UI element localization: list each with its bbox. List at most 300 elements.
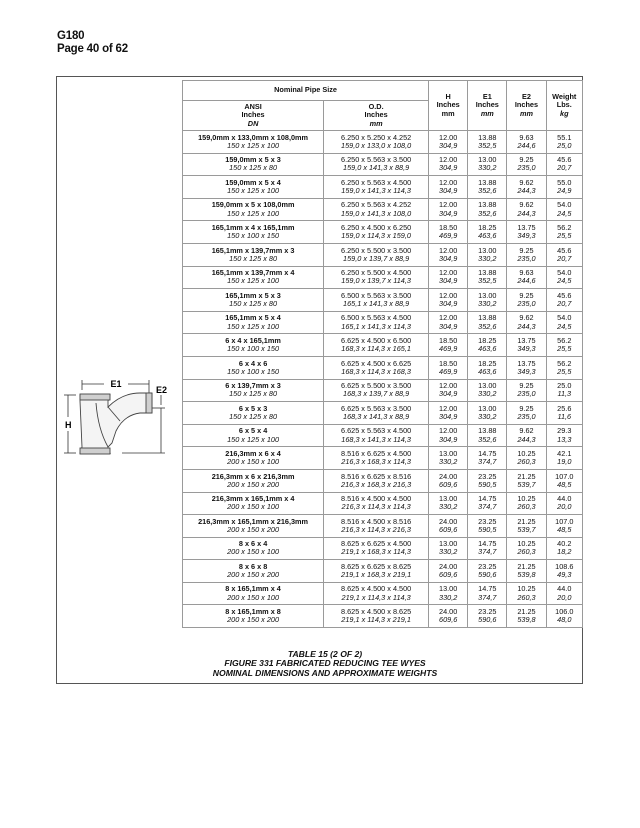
ansi-cell [183, 424, 324, 447]
e2-cell-metric: 539,8 [517, 615, 536, 625]
ansi-cell-primary: 165,1mm x 139,7mm x 3 [211, 245, 295, 255]
h-cell [429, 176, 468, 199]
table-row [183, 131, 583, 154]
e1-cell-primary: 13.00 [478, 403, 497, 413]
od-cell-metric: 168,3 x 114,3 x 165,1 [341, 344, 411, 354]
e1-cell [468, 402, 507, 425]
h-cell-metric: 469,9 [439, 231, 458, 241]
e1-cell-primary: 23.25 [478, 516, 497, 526]
e2-cell-metric: 244,3 [517, 321, 536, 331]
ansi-cell-metric: 150 x 125 x 80 [229, 253, 277, 263]
h-cell-primary: 12.00 [439, 290, 458, 300]
weight-cell-metric: 25,5 [557, 366, 572, 376]
od-cell-metric: 165,1 x 141,3 x 114,3 [341, 321, 411, 331]
e1-cell [468, 243, 507, 266]
ansi-cell-metric: 200 x 150 x 200 [227, 479, 280, 489]
e2-cell-metric: 349,3 [517, 344, 536, 354]
ansi-cell-metric: 150 x 125 x 80 [229, 411, 277, 421]
weight-cell [546, 289, 582, 312]
table-row [183, 198, 583, 221]
h-header-l1: H [445, 92, 451, 102]
weight-cell [546, 402, 582, 425]
weight-cell-metric: 20,0 [557, 592, 572, 602]
table-row [183, 266, 583, 289]
e2-cell-primary: 9.62 [519, 177, 534, 187]
e2-cell-primary: 10.25 [517, 494, 536, 504]
table-row [183, 492, 583, 515]
weight-cell-primary: 54.0 [557, 313, 572, 323]
ansi-cell [183, 198, 324, 221]
e1-column-header [468, 81, 507, 131]
ansi-cell [183, 243, 324, 266]
e2-cell-primary: 13.75 [517, 335, 536, 345]
e1-cell-primary: 14.75 [478, 494, 497, 504]
table-row [183, 582, 583, 605]
e2-cell-metric: 235,0 [517, 411, 536, 421]
ansi-cell-primary: 8 x 6 x 8 [238, 561, 268, 571]
od-cell-primary: 6.500 x 5.563 x 3.500 [341, 290, 412, 300]
weight-cell [546, 447, 582, 470]
h-cell-primary: 12.00 [439, 268, 458, 278]
od-cell-metric: 159,0 x 141,3 x 88,9 [343, 163, 410, 173]
e1-cell [468, 537, 507, 560]
ansi-cell [183, 289, 324, 312]
weight-cell-primary: 55.1 [557, 132, 572, 142]
ansi-cell [183, 537, 324, 560]
e1-cell-metric: 352,5 [478, 140, 497, 150]
e1-cell [468, 311, 507, 334]
e2-header-l2: Inches [514, 100, 539, 110]
h-cell-metric: 304,9 [439, 163, 458, 173]
h-header-l3: mm [441, 108, 455, 118]
h-cell-metric: 304,9 [439, 411, 458, 421]
ansi-cell-metric: 150 x 125 x 80 [229, 163, 277, 173]
weight-cell [546, 379, 582, 402]
h-cell [429, 289, 468, 312]
e1-cell-primary: 13.00 [478, 155, 497, 165]
ansi-cell [183, 582, 324, 605]
h-cell-primary: 13.00 [439, 584, 458, 594]
ansi-cell-metric: 200 x 150 x 100 [227, 502, 280, 512]
e2-header-l3: mm [519, 108, 533, 118]
table-row [183, 176, 583, 199]
ansi-cell-primary: 159,0mm x 133,0mm x 108,0mm [198, 132, 309, 142]
h-cell-primary: 12.00 [439, 132, 458, 142]
weight-cell-metric: 20,0 [557, 502, 572, 512]
weight-cell [546, 243, 582, 266]
e2-cell [507, 289, 546, 312]
ansi-cell [183, 131, 324, 154]
ansi-cell [183, 469, 324, 492]
ansi-cell-metric: 150 x 125 x 100 [227, 140, 280, 150]
e2-cell-primary: 10.25 [517, 448, 536, 458]
weight-cell-primary: 56.2 [557, 358, 572, 368]
ansi-cell-primary: 6 x 4 x 6 [238, 358, 268, 368]
od-cell-primary: 6.250 x 4.500 x 6.250 [341, 222, 412, 232]
e2-cell-primary: 10.25 [517, 584, 536, 594]
h-cell-metric: 330,2 [439, 592, 458, 602]
od-cell-primary: 6.625 x 4.500 x 6.625 [341, 358, 412, 368]
e1-label: E1 [110, 379, 122, 389]
od-cell-primary: 8.516 x 4.500 x 8.516 [341, 516, 412, 526]
ansi-cell [183, 379, 324, 402]
e2-cell [507, 311, 546, 334]
e2-cell [507, 356, 546, 379]
ansi-cell-metric: 150 x 125 x 100 [227, 208, 280, 218]
e2-cell-metric: 260,3 [517, 547, 536, 557]
ansi-cell-metric: 200 x 150 x 100 [227, 547, 280, 557]
weight-cell-primary: 45.6 [557, 155, 572, 165]
weight-cell-metric: 48,0 [557, 615, 572, 625]
h-cell-primary: 18.50 [439, 335, 458, 345]
weight-cell-metric: 24,5 [557, 321, 572, 331]
ansi-cell [183, 560, 324, 583]
ansi-cell-metric: 150 x 100 x 150 [227, 344, 280, 354]
h-cell [429, 515, 468, 538]
e1-cell-metric: 352,6 [478, 208, 497, 218]
e2-cell-primary: 13.75 [517, 358, 536, 368]
e2-cell-metric: 244,3 [517, 208, 536, 218]
od-cell-metric: 159,0 x 133,0 x 108,0 [341, 140, 412, 150]
e2-cell [507, 469, 546, 492]
e1-cell [468, 153, 507, 176]
od-cell-metric: 168,3 x 139,7 x 88,9 [343, 389, 410, 399]
weight-cell-metric: 25,5 [557, 231, 572, 241]
h-cell-metric: 469,9 [439, 366, 458, 376]
e2-cell-primary: 9.25 [519, 381, 534, 391]
nominal-pipe-size-header: Nominal Pipe Size [183, 81, 429, 101]
e1-cell-primary: 14.75 [478, 539, 497, 549]
e1-cell [468, 334, 507, 357]
weight-cell-primary: 29.3 [557, 426, 572, 436]
e1-cell-metric: 374,7 [478, 592, 497, 602]
e2-cell [507, 582, 546, 605]
h-cell-primary: 12.00 [439, 245, 458, 255]
h-cell-primary: 12.00 [439, 313, 458, 323]
weight-cell-primary: 40.2 [557, 539, 572, 549]
e1-cell-metric: 590,5 [478, 479, 497, 489]
ansi-cell-primary: 216,3mm x 165,1mm x 216,3mm [198, 516, 309, 526]
weight-cell-metric: 49,3 [557, 570, 572, 580]
h-cell-metric: 304,9 [439, 185, 458, 195]
h-column-header [429, 81, 468, 131]
table-row [183, 153, 583, 176]
ansi-cell-primary: 216,3mm x 165,1mm x 4 [211, 494, 295, 504]
od-cell-primary: 6.250 x 5.250 x 4.252 [341, 132, 412, 142]
ansi-header-l2: Inches [241, 110, 265, 120]
h-cell [429, 356, 468, 379]
h-cell-metric: 304,9 [439, 253, 458, 263]
weight-cell-metric: 19,0 [557, 457, 572, 467]
ansi-cell-metric: 200 x 150 x 100 [227, 592, 280, 602]
weight-header-l1: Weight [552, 92, 577, 102]
table-row [183, 379, 583, 402]
e1-cell-metric: 374,7 [478, 547, 497, 557]
weight-cell-metric: 48,5 [557, 479, 572, 489]
table-row [183, 221, 583, 244]
weight-cell [546, 605, 582, 628]
h-cell [429, 153, 468, 176]
e2-cell [507, 424, 546, 447]
e2-cell-metric: 349,3 [517, 366, 536, 376]
od-cell-primary: 8.516 x 6.625 x 4.500 [341, 448, 412, 458]
e2-cell-primary: 10.25 [517, 539, 536, 549]
weight-cell-primary: 56.2 [557, 222, 572, 232]
od-cell-metric: 216,3 x 114,3 x 114,3 [341, 502, 411, 512]
h-cell-metric: 609,6 [439, 479, 458, 489]
ansi-header-l1: ANSI [244, 102, 262, 112]
h-cell [429, 243, 468, 266]
od-cell-metric: 168,3 x 114,3 x 168,3 [341, 366, 411, 376]
e1-cell [468, 266, 507, 289]
e1-cell-primary: 13.88 [478, 268, 497, 278]
weight-cell [546, 424, 582, 447]
h-cell-primary: 12.00 [439, 200, 458, 210]
ansi-cell [183, 492, 324, 515]
weight-cell-primary: 55.0 [557, 177, 572, 187]
h-cell [429, 266, 468, 289]
h-cell-metric: 304,9 [439, 276, 458, 286]
e2-cell-metric: 539,8 [517, 570, 536, 580]
e2-cell-primary: 9.62 [519, 313, 534, 323]
od-cell [324, 379, 429, 402]
ansi-cell-metric: 200 x 150 x 200 [227, 615, 280, 625]
ansi-cell-primary: 165,1mm x 5 x 4 [225, 313, 281, 323]
weight-cell-primary: 44.0 [557, 584, 572, 594]
e1-cell-metric: 330,2 [478, 253, 497, 263]
e1-cell-primary: 13.88 [478, 200, 497, 210]
weight-cell-metric: 25,5 [557, 344, 572, 354]
ansi-cell [183, 605, 324, 628]
e1-cell-metric: 374,7 [478, 502, 497, 512]
od-cell-primary: 8.516 x 6.625 x 8.516 [341, 471, 412, 481]
h-cell [429, 379, 468, 402]
h-cell-primary: 13.00 [439, 448, 458, 458]
ansi-cell [183, 153, 324, 176]
e2-cell-metric: 235,0 [517, 389, 536, 399]
caption-description: NOMINAL DIMENSIONS AND APPROXIMATE WEIGHTS [212, 667, 438, 678]
ansi-cell-primary: 8 x 165,1mm x 8 [225, 607, 281, 617]
weight-cell [546, 469, 582, 492]
e1-cell-primary: 13.88 [478, 313, 497, 323]
e2-cell-metric: 235,0 [517, 253, 536, 263]
od-cell-primary: 6.250 x 5.563 x 4.500 [341, 177, 412, 187]
table-row [183, 424, 583, 447]
e2-column-header [507, 81, 546, 131]
od-cell-primary: 6.625 x 5.500 x 3.500 [341, 381, 412, 391]
e2-cell [507, 515, 546, 538]
ansi-cell [183, 515, 324, 538]
e2-cell-primary: 9.25 [519, 403, 534, 413]
weight-cell-metric: 20,7 [557, 253, 572, 263]
e1-cell [468, 582, 507, 605]
weight-cell [546, 356, 582, 379]
e2-cell-metric: 244,6 [517, 140, 536, 150]
ansi-cell-primary: 165,1mm x 4 x 165,1mm [211, 222, 295, 232]
h-cell [429, 131, 468, 154]
e1-cell [468, 560, 507, 583]
ansi-cell [183, 311, 324, 334]
page-header [57, 30, 128, 56]
ansi-cell-primary: 216,3mm x 6 x 216,3mm [211, 471, 295, 481]
e2-cell-metric: 244,6 [517, 276, 536, 286]
h-cell-primary: 12.00 [439, 177, 458, 187]
h-cell [429, 447, 468, 470]
e1-cell-metric: 590,6 [478, 615, 497, 625]
ansi-cell-primary: 6 x 139,7mm x 3 [225, 381, 281, 391]
h-header-l2: Inches [436, 100, 460, 110]
h-cell [429, 582, 468, 605]
e1-cell-primary: 23.25 [478, 471, 497, 481]
weight-cell-primary: 44.0 [557, 494, 572, 504]
e1-cell-primary: 13.00 [478, 245, 497, 255]
od-cell [324, 424, 429, 447]
weight-column-header [546, 81, 582, 131]
od-header-l1: O.D. [368, 102, 384, 112]
e1-cell [468, 131, 507, 154]
weight-cell-metric: 24,5 [557, 276, 572, 286]
h-cell-metric: 304,9 [439, 389, 458, 399]
od-cell [324, 537, 429, 560]
weight-cell [546, 537, 582, 560]
e1-cell-metric: 463,6 [478, 231, 497, 241]
e1-cell [468, 424, 507, 447]
weight-cell-primary: 54.0 [557, 268, 572, 278]
od-cell-primary: 8.625 x 4.500 x 8.625 [341, 607, 412, 617]
ansi-cell [183, 176, 324, 199]
weight-cell [546, 582, 582, 605]
h-cell-primary: 18.50 [439, 358, 458, 368]
e2-cell [507, 402, 546, 425]
h-cell-metric: 609,6 [439, 570, 458, 580]
e1-cell-metric: 463,6 [478, 344, 497, 354]
weight-cell [546, 311, 582, 334]
page-number: Page 40 of 62 [57, 43, 128, 55]
e1-cell-metric: 590,6 [478, 570, 497, 580]
h-cell-primary: 18.50 [439, 222, 458, 232]
weight-cell-metric: 18,2 [557, 547, 572, 557]
od-cell-metric: 219,1 x 168,3 x 219,1 [341, 570, 412, 580]
weight-cell-primary: 107.0 [555, 471, 574, 481]
od-cell [324, 311, 429, 334]
weight-cell-metric: 24,9 [557, 185, 572, 195]
h-cell [429, 424, 468, 447]
od-cell-primary: 6.250 x 5.563 x 3.500 [341, 155, 412, 165]
e1-cell-metric: 352,5 [478, 276, 497, 286]
od-header-l3: mm [369, 118, 383, 128]
od-cell [324, 402, 429, 425]
e1-cell-primary: 14.75 [478, 448, 497, 458]
table-row [183, 469, 583, 492]
h-cell [429, 221, 468, 244]
e1-header-l2: Inches [475, 100, 499, 110]
e1-cell [468, 198, 507, 221]
e1-cell-primary: 23.25 [478, 561, 497, 571]
e2-cell [507, 198, 546, 221]
h-cell-primary: 13.00 [439, 494, 458, 504]
h-cell [429, 469, 468, 492]
h-cell-primary: 24.00 [439, 471, 458, 481]
h-cell-metric: 330,2 [439, 457, 458, 467]
weight-cell-primary: 25.6 [557, 403, 572, 413]
weight-header-l2: Lbs. [556, 100, 572, 110]
h-cell-metric: 609,6 [439, 615, 458, 625]
weight-cell-primary: 45.6 [557, 245, 572, 255]
table-row [183, 515, 583, 538]
h-cell-metric: 304,9 [439, 434, 458, 444]
ansi-cell-metric: 200 x 150 x 200 [227, 524, 280, 534]
e1-header-l1: E1 [482, 92, 492, 102]
od-cell [324, 515, 429, 538]
od-cell-metric: 168,3 x 141,3 x 114,3 [341, 434, 411, 444]
weight-cell [546, 176, 582, 199]
e1-cell [468, 605, 507, 628]
h-cell-metric: 304,9 [439, 321, 458, 331]
doc-code: G180 [57, 30, 85, 42]
e2-header-l1: E2 [522, 92, 531, 102]
h-cell-metric: 304,9 [439, 208, 458, 218]
table-row [183, 289, 583, 312]
h-cell [429, 492, 468, 515]
e2-cell [507, 379, 546, 402]
e1-cell-primary: 14.75 [478, 584, 497, 594]
e1-cell-metric: 352,6 [478, 434, 497, 444]
ansi-cell-primary: 6 x 4 x 165,1mm [225, 335, 281, 345]
ansi-cell [183, 266, 324, 289]
e2-cell [507, 266, 546, 289]
h-cell-primary: 12.00 [439, 381, 458, 391]
e2-cell-metric: 260,3 [517, 502, 536, 512]
e2-cell [507, 334, 546, 357]
ansi-cell-primary: 216,3mm x 6 x 4 [225, 448, 281, 458]
e1-cell-metric: 330,2 [478, 411, 497, 421]
weight-cell-primary: 25.0 [557, 381, 572, 391]
table-row [183, 560, 583, 583]
ansi-cell-metric: 150 x 100 x 150 [227, 366, 280, 376]
h-cell [429, 198, 468, 221]
od-cell [324, 492, 429, 515]
e2-cell [507, 221, 546, 244]
e2-cell-primary: 9.62 [519, 200, 534, 210]
e2-cell [507, 560, 546, 583]
weight-cell-primary: 108.6 [555, 561, 574, 571]
weight-cell [546, 221, 582, 244]
ansi-cell-primary: 159,0mm x 5 x 3 [225, 155, 281, 165]
weight-cell [546, 153, 582, 176]
e1-cell-primary: 18.25 [478, 358, 497, 368]
e2-cell-metric: 260,3 [517, 457, 536, 467]
ansi-cell-primary: 159,0mm x 5 x 108,0mm [211, 200, 295, 210]
od-cell [324, 131, 429, 154]
h-cell-primary: 12.00 [439, 155, 458, 165]
e1-cell-metric: 590,5 [478, 524, 497, 534]
weight-cell-metric: 24,5 [557, 208, 572, 218]
e1-cell [468, 379, 507, 402]
weight-cell [546, 334, 582, 357]
od-cell-metric: 219,1 x 168,3 x 114,3 [341, 547, 411, 557]
ansi-cell-primary: 159,0mm x 5 x 4 [225, 177, 281, 187]
e1-cell-primary: 18.25 [478, 222, 497, 232]
h-cell-primary: 24.00 [439, 516, 458, 526]
od-cell-metric: 159,0 x 141,3 x 108,0 [341, 208, 412, 218]
weight-cell-metric: 13,3 [557, 434, 572, 444]
e2-cell-metric: 260,3 [517, 592, 536, 602]
ansi-cell-metric: 150 x 125 x 100 [227, 276, 280, 286]
table-row [183, 537, 583, 560]
e2-cell-primary: 21.25 [517, 516, 536, 526]
od-cell-primary: 6.625 x 4.500 x 6.500 [341, 335, 412, 345]
od-cell-primary: 8.625 x 6.625 x 4.500 [341, 539, 412, 549]
